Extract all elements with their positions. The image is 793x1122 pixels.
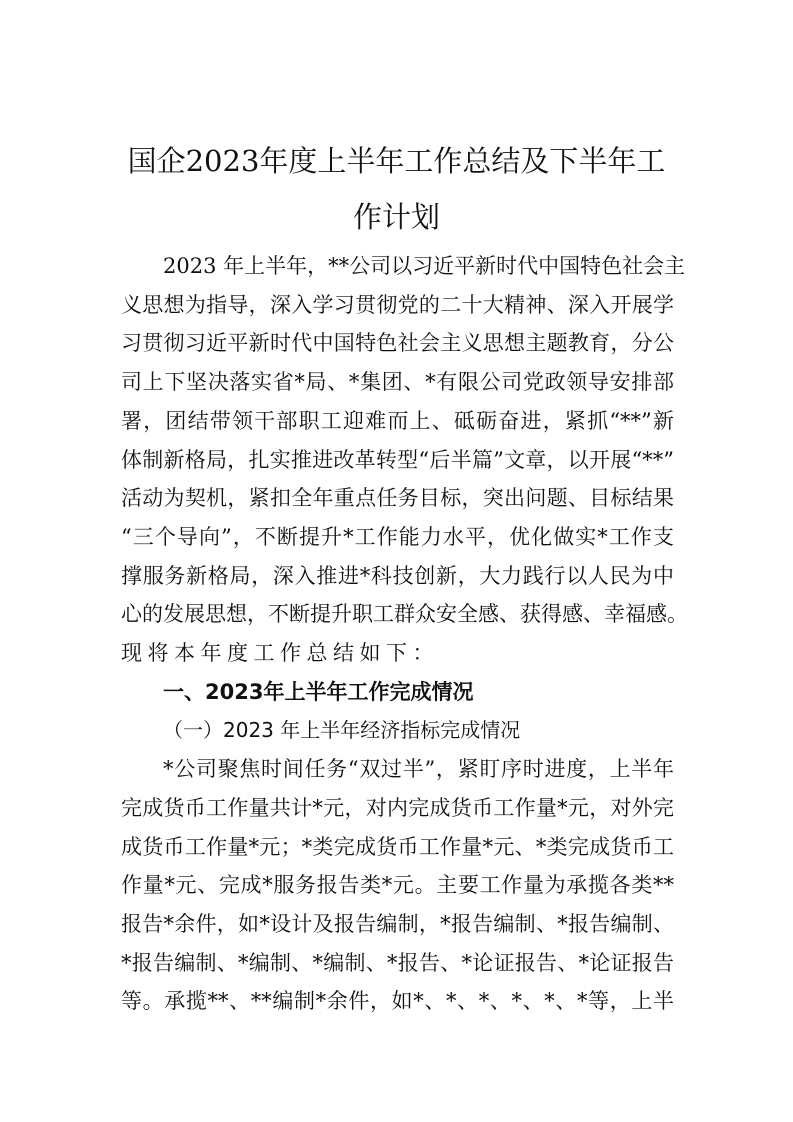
text-line: 等。承揽**、**编制*余件，如*、*、*、*、*、*等，上半 (121, 989, 674, 1014)
section-paragraph (121, 750, 674, 1021)
text-line: 心的发展思想，不断提升职工群众安全感、获得感、幸福感。 (121, 602, 688, 627)
title-line-1: 国企2023年度上半年工作总结及下半年工 (127, 144, 666, 178)
text-line: 活动为契机，紧扣全年重点任务目标，突出问题、目标结果 (121, 486, 674, 511)
text-line: 司上下坚决落实省*局、*集团、*有限公司党政领导安排部 (121, 370, 674, 395)
text-line: 习贯彻习近平新时代中国特色社会主义思想主题教育，分公 (121, 331, 674, 356)
text-line: 署，团结带领干部职工迎难而上、砥砺奋进，紧抓“**”新 (121, 408, 674, 433)
text-line: 成货币工作量*元；*类完成货币工作量*元、*类完成货币工 (121, 834, 674, 859)
document-body (121, 247, 688, 1021)
section-heading-1: 一、2023年上半年工作完成情况 (163, 679, 474, 704)
text-line: 2023 年上半年，**公司以习近平新时代中国特色社会主 (163, 254, 686, 278)
text-line: 完成货币工作量共计*元，对内完成货币工作量*元，对外完 (121, 795, 674, 820)
text-line: 撑服务新格局，深入推进*科技创新，大力践行以人民为中 (121, 563, 674, 588)
text-line: 体制新格局，扎实推进改革转型“后半篇”文章，以开展“**” (121, 447, 674, 472)
text-line: 报告*余件，如*设计及报告编制，*报告编制、*报告编制、 (121, 911, 674, 936)
text-line: *报告编制、*编制、*编制、*报告、*论证报告、*论证报告 (121, 950, 674, 975)
text-line: 作量*元、完成*服务报告类*元。主要工作量为承揽各类** (121, 873, 674, 898)
title-line-2: 作计划 (352, 200, 440, 234)
subsection-heading: （一）2023 年上半年经济指标完成情况 (163, 718, 521, 743)
text-line: 义思想为指导，深入学习贯彻党的二十大精神、深入开展学 (121, 292, 674, 317)
document-title (100, 133, 693, 245)
intro-paragraph (121, 247, 688, 673)
text-line: *公司聚焦时间任务“双过半”，紧盯序时进度，上半年 (163, 757, 674, 782)
text-line: “三个导向”，不断提升*工作能力水平，优化做实*工作支 (121, 524, 674, 549)
text-line: 现将本年度工作总结如下： (121, 641, 439, 666)
